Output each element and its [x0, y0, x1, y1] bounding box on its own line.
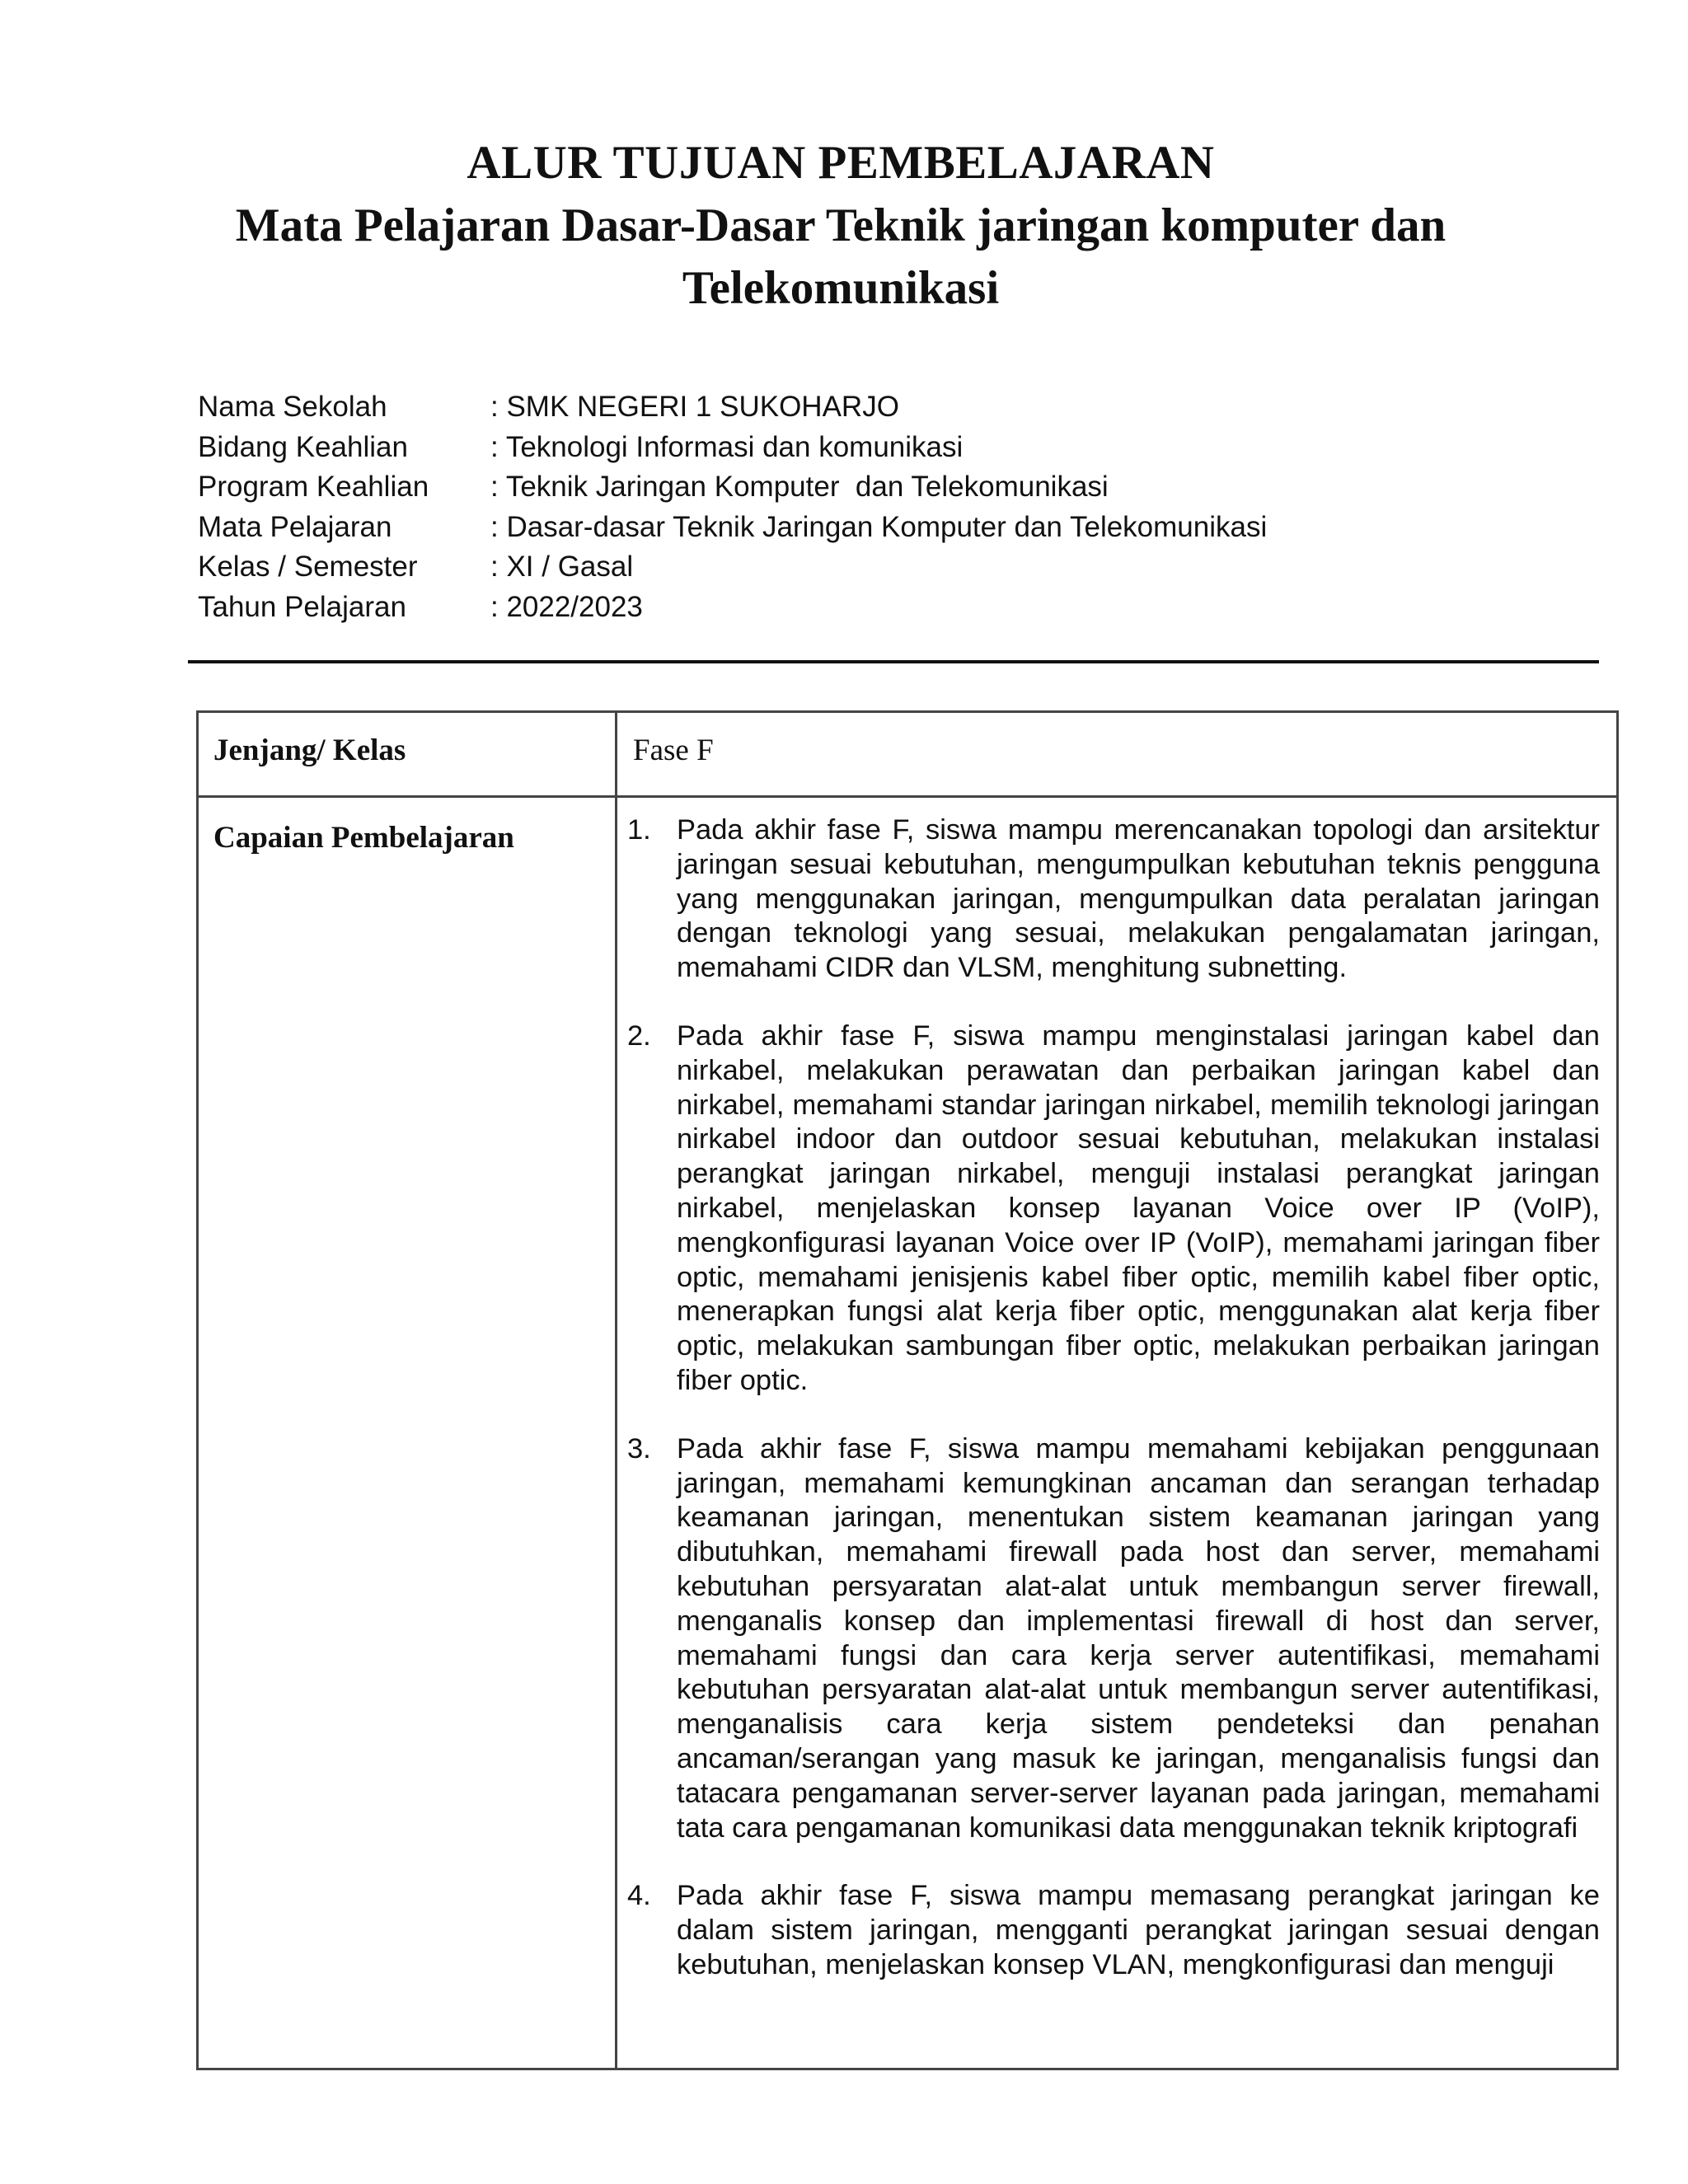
- title-line-1: ALUR TUJUAN PEMBELAJARAN: [467, 137, 1215, 189]
- learning-table: [196, 710, 1619, 2070]
- info-label: Tahun Pelajaran: [198, 590, 406, 623]
- table-row-divider: [199, 795, 1616, 798]
- jenjang-value: Fase F: [633, 733, 714, 767]
- item-text: Pada akhir fase F, siswa mampu memahami kebijakan penggunaan jaringan, memahami kemungkinan ancaman dan serangan terhadap keamanan jaringan, menentukan sistem keamanan jaringan yang dibutuhkan, memahami firewall pada host dan server, memahami kebutuhan persyaratan alat-alat untuk membangun server firewall, menganalis konsep dan implementasi firewall di host dan server, memahami fungsi dan cara kerja server autentifikasi, memahami kebutuhan persyaratan alat-alat untuk membangun server autentifikasi, menganalisis cara kerja sistem pendeteksi dan penahan ancaman/serangan yang masuk ke jaringan, menganalisis fungsi dan tatacara pengamanan server-server layanan pada jaringan, memahami tata cara pengamanan komunikasi data menggunakan teknik kriptografi: [677, 1432, 1600, 1844]
- info-label: Bidang Keahlian: [198, 430, 408, 463]
- info-value: : XI / Gasal: [490, 551, 634, 583]
- horizontal-divider: [188, 660, 1599, 663]
- info-row: [198, 508, 1267, 548]
- list-item: [627, 1019, 1616, 1399]
- list-item: [627, 1432, 1616, 1846]
- info-row: [198, 428, 1267, 468]
- item-number: 3.: [627, 1432, 651, 1465]
- list-item: [627, 1879, 1616, 1982]
- capaian-list: [627, 813, 1616, 2017]
- info-value: : 2022/2023: [490, 590, 643, 623]
- item-text: Pada akhir fase F, siswa mampu menginstalasi jaringan kabel dan nirkabel, melakukan perawatan dan perbaikan jaringan kabel dan nirkabel, memahami standar jaringan nirkabel, memilih teknologi jaringan nirkabel indoor dan outdoor sesuai kebutuhan, melakukan instalasi perangkat jaringan nirkabel, menguji instalasi perangkat jaringan nirkabel, menjelaskan konsep layanan Voice over IP (VoIP), mengkonfigurasi layanan Voice over IP (VoIP), memahami jaringan fiber optic, memahami jenisjenis kabel fiber optic, memilih kabel fiber optic, menerapkan fungsi alat kerja fiber optic, menggunakan alat kerja fiber optic, melakukan sambungan fiber optic, melakukan perbaikan jaringan fiber optic.: [677, 1019, 1600, 1396]
- list-item: [627, 813, 1616, 986]
- item-text: Pada akhir fase F, siswa mampu merencanakan topologi dan arsitektur jaringan sesuai kebutuhan, mengumpulkan kebutuhan teknis pengguna yang menggunakan jaringan, mengumpulkan data peralatan jaringan dengan teknologi yang sesuai, melakukan pengalamatan jaringan, memahami CIDR dan VLSM, menghitung subnetting.: [677, 814, 1600, 984]
- capaian-label: Capaian Pembelajaran: [213, 821, 514, 855]
- info-label: Kelas / Semester: [198, 551, 418, 583]
- table-column-divider: [615, 713, 617, 2068]
- info-row: [198, 387, 1267, 428]
- info-value: : Teknologi Informasi dan komunikasi: [490, 430, 964, 463]
- info-row: [198, 467, 1267, 508]
- jenjang-label: Jenjang/ Kelas: [213, 733, 406, 767]
- info-value: : Teknik Jaringan Komputer dan Telekomunikasi: [490, 471, 1109, 503]
- item-number: 4.: [627, 1880, 651, 1912]
- info-row: [198, 588, 1267, 628]
- info-value: : Dasar-dasar Teknik Jaringan Komputer dan Telekomunikasi: [490, 510, 1268, 543]
- title-line-3: Telekomunikasi: [682, 262, 1000, 314]
- document-title: [190, 132, 1492, 320]
- item-number: 1.: [627, 814, 651, 846]
- info-row: [198, 547, 1267, 588]
- info-label: Mata Pelajaran: [198, 510, 392, 543]
- item-text: Pada akhir fase F, siswa mampu memasang perangkat jaringan ke dalam sistem jaringan, mengganti perangkat jaringan sesuai dengan kebutuhan, menjelaskan konsep VLAN, mengkonfigurasi dan menguji: [677, 1880, 1600, 1980]
- info-label: Program Keahlian: [198, 471, 429, 503]
- school-info: [198, 387, 1267, 627]
- item-number: 2.: [627, 1019, 651, 1052]
- info-value: : SMK NEGERI 1 SUKOHARJO: [490, 391, 899, 423]
- info-label: Nama Sekolah: [198, 391, 387, 423]
- title-line-2: Mata Pelajaran Dasar-Dasar Teknik jaringan komputer dan: [235, 199, 1447, 251]
